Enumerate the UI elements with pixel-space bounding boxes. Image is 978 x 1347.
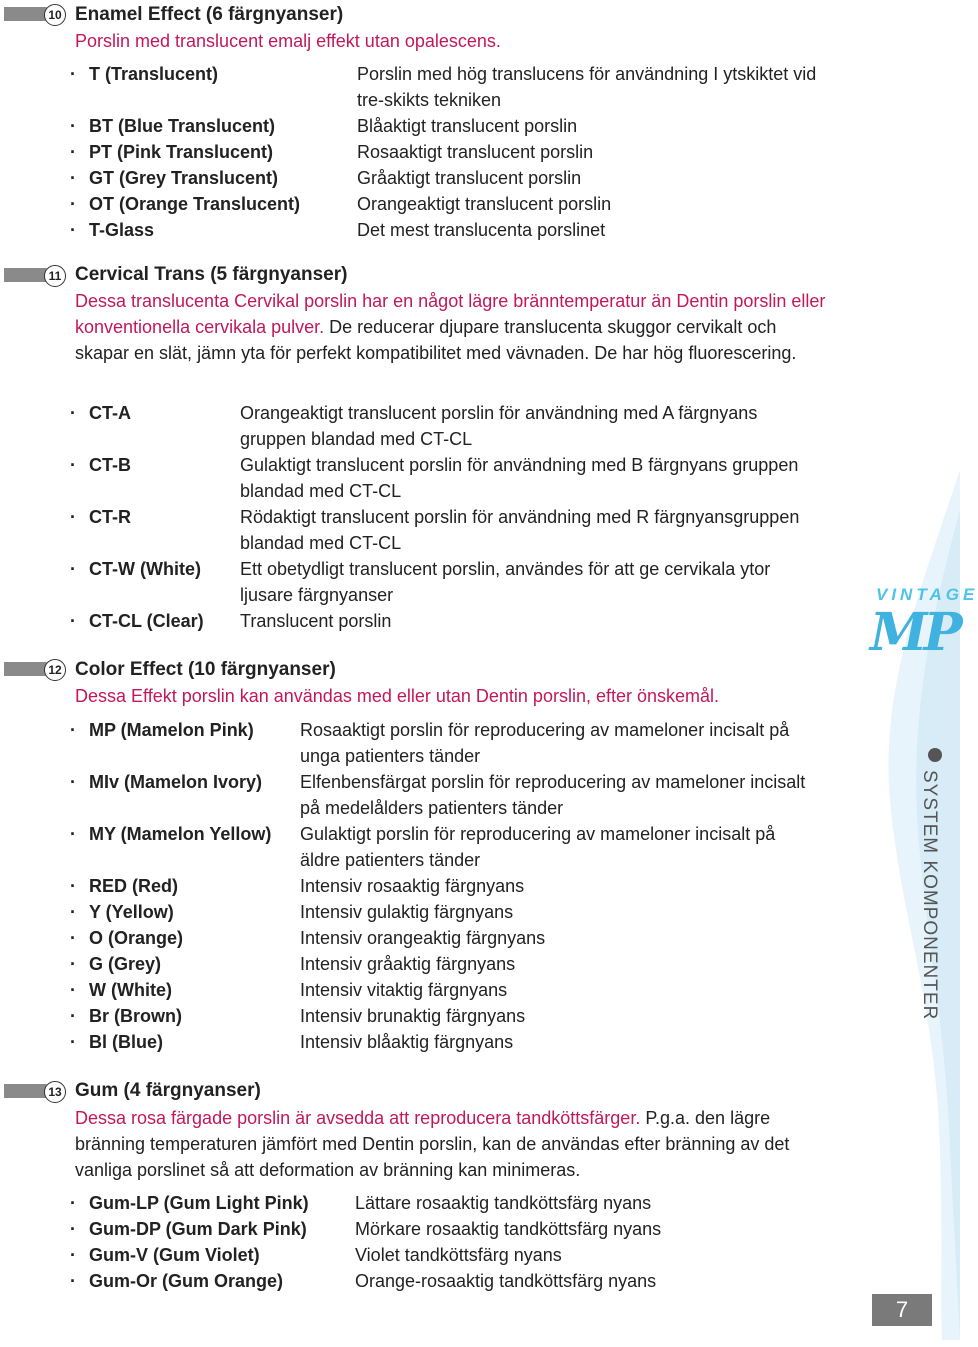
section-subtitle: Dessa Effekt porslin kan användas med eller utan Dentin porslin, efter önskemål.	[75, 686, 720, 706]
bullet: ·	[70, 1245, 76, 1265]
item-code: CT-W (White)	[89, 559, 201, 579]
item-code: Gum-Or (Gum Orange)	[89, 1271, 284, 1291]
item-desc: Violet tandköttsfärg nyans	[355, 1245, 562, 1265]
item-code: MP (Mamelon Pink)	[89, 720, 254, 740]
item-desc: Rosaaktigt translucent porslin	[357, 142, 594, 162]
item-code: Gum-V (Gum Violet)	[89, 1245, 260, 1265]
page-number: 7	[872, 1294, 932, 1326]
item-desc: Porslin med hög translucens för användning I ytskiktet vid	[357, 64, 817, 84]
side-label: SYSTEM KOMPONENTER	[919, 770, 940, 1021]
item-desc-cont: äldre patienters tänder	[300, 850, 481, 870]
item-code: Gum-LP (Gum Light Pink)	[89, 1193, 309, 1213]
item-desc: Intensiv orangeaktig färgnyans	[300, 928, 546, 948]
item-desc: Intensiv rosaaktig färgnyans	[300, 876, 525, 896]
item-desc: Orangeaktigt translucent porslin	[357, 194, 612, 214]
item-desc-cont: unga patienters tänder	[300, 746, 481, 766]
bullet-dot-icon	[928, 748, 942, 762]
section-number: 10	[44, 4, 66, 26]
bullet: ·	[70, 928, 76, 948]
item-desc: Intensiv blåaktig färgnyans	[300, 1032, 514, 1052]
bullet: ·	[70, 611, 76, 631]
item-code: PT (Pink Translucent)	[89, 142, 274, 162]
bullet: ·	[70, 980, 76, 1000]
bullet: ·	[70, 455, 76, 475]
section-number: 11	[44, 265, 66, 287]
section-subtitle: Porslin med translucent emalj effekt utan opalescens.	[75, 31, 501, 51]
section-title: Gum (4 färgnyanser)	[75, 1080, 261, 1101]
item-code: CT-CL (Clear)	[89, 611, 204, 631]
paragraph-body: De reducerar djupare translucenta skuggor cervikalt och skapar en slät, jämn yta för perfekt kompatibilitet med vävnaden. De har hög fluorescering.	[75, 317, 797, 363]
logo-mp-text: MP	[870, 602, 959, 663]
bullet: ·	[70, 194, 76, 214]
bullet: ·	[70, 64, 76, 84]
item-desc: Mörkare rosaaktig tandköttsfärg nyans	[355, 1219, 662, 1239]
logo-vintage-text: VINTAGE	[876, 585, 978, 604]
item-code: CT-R	[89, 507, 131, 527]
bullet: ·	[70, 1006, 76, 1026]
section-title: Cervical Trans (5 färgnyanser)	[75, 264, 348, 285]
item-code: T (Translucent)	[89, 64, 219, 84]
bullet: ·	[70, 720, 76, 740]
bullet: ·	[70, 507, 76, 527]
bullet: ·	[70, 168, 76, 188]
item-desc-cont: tre-skikts tekniken	[357, 90, 502, 110]
item-code: Bl (Blue)	[89, 1032, 163, 1052]
bullet: ·	[70, 1193, 76, 1213]
item-desc: Rödaktigt translucent porslin för användning med R färgnyansgruppen	[240, 507, 800, 527]
item-desc: Translucent porslin	[240, 611, 392, 631]
item-code: Br (Brown)	[89, 1006, 182, 1026]
paragraph-highlight: Dessa translucenta Cervikal porslin har en något lägre bränntemperatur än Dentin porslin eller konventionella cervikala pulver.	[75, 291, 826, 337]
item-desc: Ett obetydligt translucent porslin, användes för att ge cervikala ytor	[240, 559, 771, 579]
item-code: OT (Orange Translucent)	[89, 194, 301, 214]
section-title: Color Effect (10 färgnyanser)	[75, 659, 336, 680]
item-desc: Det mest translucenta porslinet	[357, 220, 606, 240]
item-desc-cont: blandad med CT-CL	[240, 533, 402, 553]
item-code: G (Grey)	[89, 954, 162, 974]
item-desc-cont: gruppen blandad med CT-CL	[240, 429, 473, 449]
item-desc-cont: blandad med CT-CL	[240, 481, 402, 501]
section-paragraph	[75, 288, 835, 366]
item-code: CT-A	[89, 403, 131, 423]
item-code: T-Glass	[89, 220, 155, 240]
item-desc: Gulaktigt porslin för reproducering av mameloner incisalt på	[300, 824, 776, 844]
bullet: ·	[70, 1219, 76, 1239]
section-number: 12	[44, 659, 66, 681]
paragraph-body: P.g.a. den lägre bränning temperaturen jämfört med Dentin porslin, kan de användas efter bränning av det vanliga porslinet så att deformation av bränning kan minimeras.	[75, 1108, 790, 1180]
section-paragraph	[75, 1105, 815, 1183]
item-desc: Orange-rosaaktig tandköttsfärg nyans	[355, 1271, 657, 1291]
bullet: ·	[70, 403, 76, 423]
bullet: ·	[70, 220, 76, 240]
item-desc: Gulaktigt translucent porslin för användning med B färgnyans gruppen	[240, 455, 799, 475]
item-code: BT (Blue Translucent)	[89, 116, 276, 136]
item-desc-cont: på medelålders patienters tänder	[300, 798, 564, 818]
item-desc: Intensiv gulaktig färgnyans	[300, 902, 514, 922]
item-desc-cont: ljusare färgnyanser	[240, 585, 394, 605]
item-desc: Rosaaktigt porslin för reproducering av mameloner incisalt på	[300, 720, 790, 740]
item-code: CT-B	[89, 455, 131, 475]
bullet: ·	[70, 142, 76, 162]
paragraph-highlight: Dessa rosa färgade porslin är avsedda att reproducera tandköttsfärger.	[75, 1108, 641, 1128]
item-desc: Lättare rosaaktig tandköttsfärg nyans	[355, 1193, 652, 1213]
bullet: ·	[70, 902, 76, 922]
item-desc: Intensiv brunaktig färgnyans	[300, 1006, 526, 1026]
item-desc: Orangeaktigt translucent porslin för användning med A färgnyans	[240, 403, 758, 423]
item-desc: Gråaktigt translucent porslin	[357, 168, 582, 188]
item-code: O (Orange)	[89, 928, 184, 948]
item-desc: Intensiv vitaktig färgnyans	[300, 980, 508, 1000]
item-desc: Elfenbensfärgat porslin för reproducering av mameloner incisalt	[300, 772, 806, 792]
bullet: ·	[70, 559, 76, 579]
item-code: RED (Red)	[89, 876, 178, 896]
bullet: ·	[70, 954, 76, 974]
bullet: ·	[70, 876, 76, 896]
section-title: Enamel Effect (6 färgnyanser)	[75, 4, 344, 25]
bullet: ·	[70, 1271, 76, 1291]
section-number: 13	[44, 1081, 66, 1103]
bullet: ·	[70, 1032, 76, 1052]
item-desc: Blåaktigt translucent porslin	[357, 116, 578, 136]
bullet: ·	[70, 772, 76, 792]
bullet: ·	[70, 116, 76, 136]
item-code: Gum-DP (Gum Dark Pink)	[89, 1219, 307, 1239]
item-code: MY (Mamelon Yellow)	[89, 824, 272, 844]
bullet: ·	[70, 824, 76, 844]
item-code: Y (Yellow)	[89, 902, 174, 922]
item-code: MIv (Mamelon Ivory)	[89, 772, 263, 792]
item-desc: Intensiv gråaktig färgnyans	[300, 954, 516, 974]
item-code: GT (Grey Translucent)	[89, 168, 279, 188]
item-code: W (White)	[89, 980, 172, 1000]
